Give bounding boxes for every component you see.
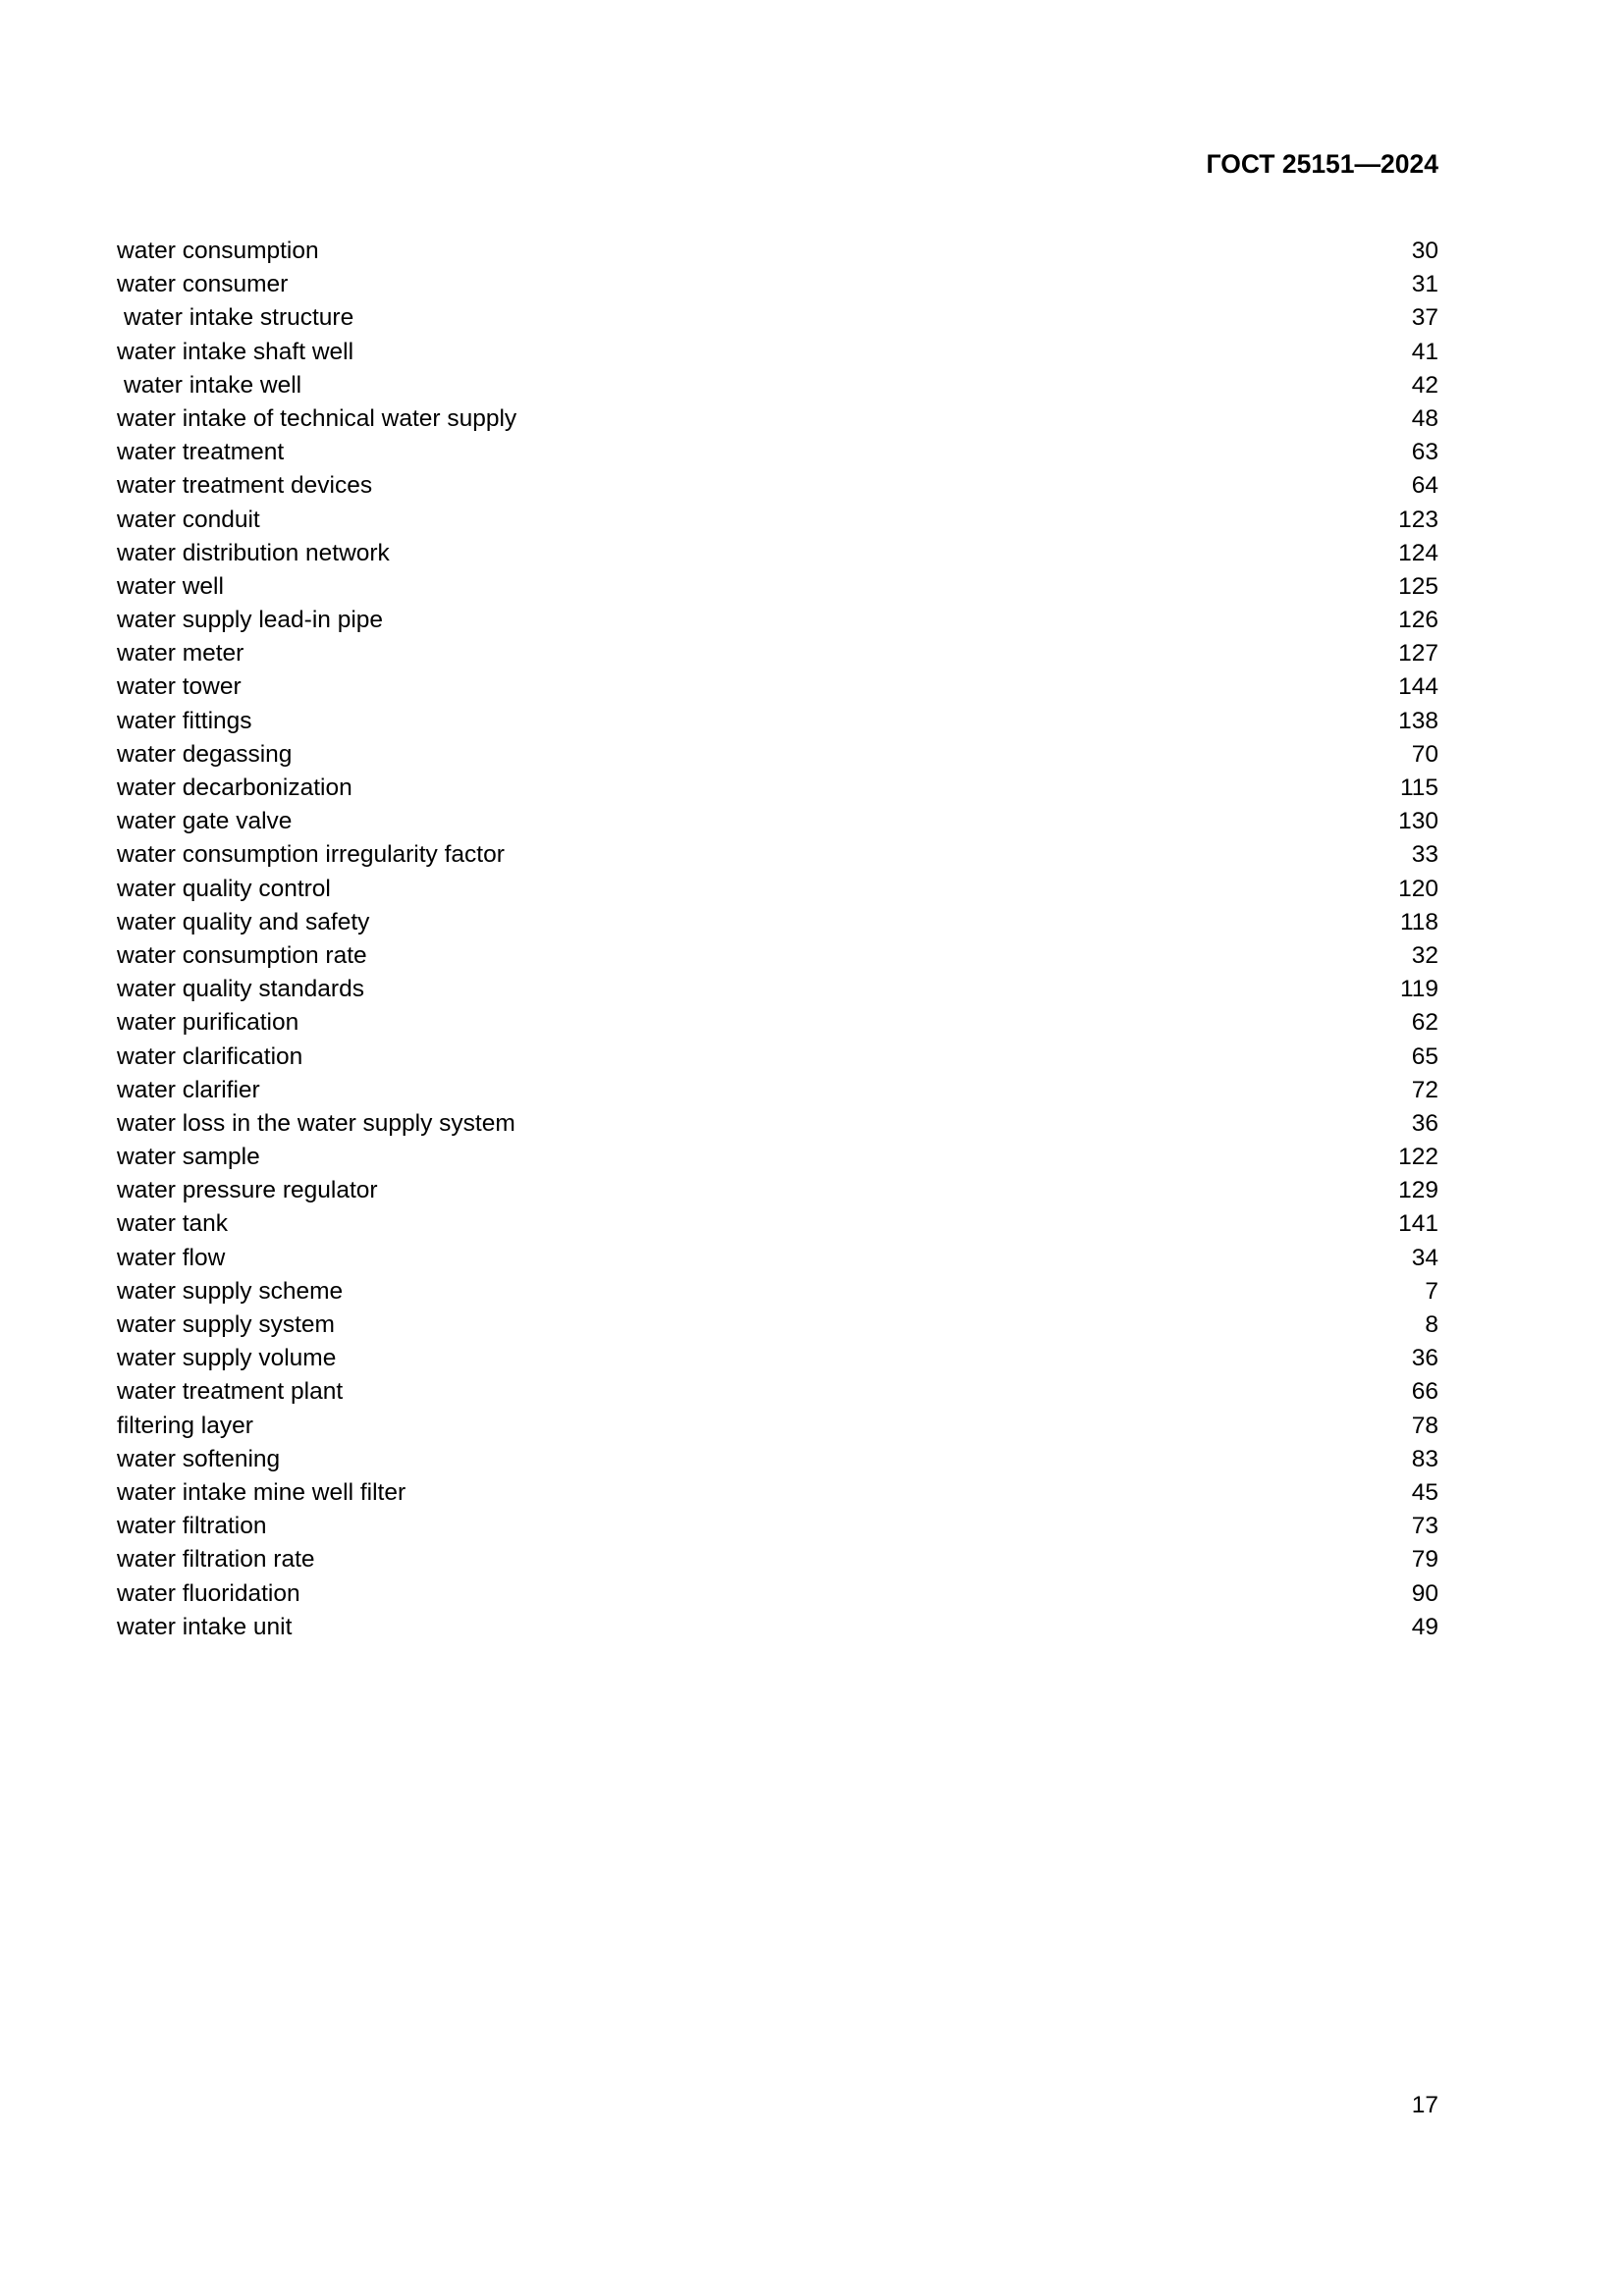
index-term: water filtration <box>117 1513 267 1540</box>
index-row <box>117 1510 1438 1543</box>
index-ref-number: 90 <box>1411 1579 1438 1607</box>
page-number: 17 <box>1411 2092 1438 2118</box>
index-row <box>117 805 1438 838</box>
index-term: water distribution network <box>117 539 390 566</box>
index-row <box>117 973 1438 1006</box>
index-ref-number: 120 <box>1398 875 1438 902</box>
index-term: water filtration rate <box>117 1546 315 1574</box>
index-row <box>117 838 1438 872</box>
index-ref-number: 30 <box>1411 238 1438 264</box>
index-term: water quality standards <box>117 976 364 1003</box>
index-row <box>117 705 1438 738</box>
index-row <box>117 1410 1438 1443</box>
index-row <box>117 1041 1438 1074</box>
index-ref-number: 118 <box>1399 908 1438 935</box>
index-term: water sample <box>117 1144 260 1171</box>
index-term: water supply lead-in pipe <box>117 607 384 634</box>
index-term: water consumer <box>117 271 289 298</box>
index-row <box>117 873 1438 906</box>
index-ref-number: 83 <box>1411 1445 1438 1472</box>
index-ref-number: 123 <box>1398 506 1438 533</box>
index-term: water pressure regulator <box>117 1177 378 1204</box>
index-row <box>117 268 1438 301</box>
index-ref-number: 144 <box>1398 673 1438 701</box>
index-term: water consumption rate <box>117 941 367 969</box>
index-ref-number: 36 <box>1411 1109 1438 1137</box>
index-row <box>117 1275 1438 1308</box>
index-ref-number: 65 <box>1411 1042 1438 1070</box>
index-row <box>117 570 1438 604</box>
index-row <box>117 301 1438 335</box>
index-row <box>117 1174 1438 1207</box>
index-term: water intake unit <box>117 1613 293 1640</box>
index-row <box>117 1476 1438 1510</box>
index-term: water gate valve <box>117 808 293 835</box>
index-term: water quality and safety <box>117 908 370 935</box>
index-ref-number: 8 <box>1425 1311 1438 1338</box>
index-term: water intake shaft well <box>117 338 354 365</box>
index-term: water treatment plant <box>117 1378 344 1406</box>
index-ref-number: 64 <box>1411 472 1438 500</box>
index-ref-number: 37 <box>1411 304 1438 332</box>
index-ref-number: 79 <box>1411 1546 1438 1574</box>
index-row <box>117 604 1438 637</box>
index-term: filtering layer <box>117 1412 253 1439</box>
index-row <box>117 1308 1438 1342</box>
index-row <box>117 1141 1438 1174</box>
index-ref-number: 129 <box>1398 1177 1438 1204</box>
index-ref-number: 72 <box>1411 1076 1438 1103</box>
index-term: water consumption irregularity factor <box>117 841 505 869</box>
index-term: water conduit <box>117 506 260 533</box>
index-row <box>117 469 1438 503</box>
index-row <box>117 1207 1438 1241</box>
term-index-list <box>117 235 1438 1644</box>
index-ref-number: 124 <box>1398 539 1438 566</box>
index-term: water treatment <box>117 439 285 466</box>
index-ref-number: 63 <box>1411 439 1438 466</box>
index-term: water tank <box>117 1210 229 1238</box>
index-term: water fluoridation <box>117 1579 300 1607</box>
index-term: water intake well <box>124 371 302 399</box>
index-row <box>117 939 1438 973</box>
index-ref-number: 31 <box>1411 271 1438 298</box>
index-term: water fittings <box>117 707 252 734</box>
index-ref-number: 130 <box>1398 808 1438 835</box>
index-ref-number: 119 <box>1399 976 1438 1003</box>
index-term: water supply volume <box>117 1345 337 1372</box>
index-term: water treatment devices <box>117 472 373 500</box>
index-ref-number: 73 <box>1411 1513 1438 1540</box>
index-row <box>117 772 1438 805</box>
index-row <box>117 1006 1438 1040</box>
index-row <box>117 1342 1438 1375</box>
index-ref-number: 49 <box>1411 1613 1438 1640</box>
index-row <box>117 1577 1438 1611</box>
index-row <box>117 537 1438 570</box>
index-ref-number: 62 <box>1411 1009 1438 1037</box>
index-term: water degassing <box>117 740 293 768</box>
index-ref-number: 125 <box>1398 572 1438 600</box>
index-row <box>117 637 1438 670</box>
index-term: water clarifier <box>117 1076 260 1103</box>
index-ref-number: 126 <box>1398 607 1438 634</box>
index-term: water flow <box>117 1244 226 1271</box>
index-term: water supply scheme <box>117 1277 344 1305</box>
index-ref-number: 66 <box>1411 1378 1438 1406</box>
index-ref-number: 41 <box>1411 338 1438 365</box>
index-row <box>117 1443 1438 1476</box>
index-term: water decarbonization <box>117 774 352 801</box>
index-row <box>117 1242 1438 1275</box>
index-term: water meter <box>117 640 244 667</box>
index-row <box>117 1611 1438 1644</box>
index-row <box>117 1543 1438 1576</box>
index-ref-number: 36 <box>1411 1345 1438 1372</box>
index-ref-number: 70 <box>1411 740 1438 768</box>
index-ref-number: 33 <box>1411 841 1438 869</box>
index-row <box>117 738 1438 772</box>
document-standard-header: ГОСТ 25151—2024 <box>1206 149 1438 179</box>
index-term: water clarification <box>117 1042 303 1070</box>
index-ref-number: 34 <box>1411 1244 1438 1271</box>
index-row <box>117 436 1438 469</box>
index-term: water softening <box>117 1445 281 1472</box>
index-term: water quality control <box>117 875 331 902</box>
index-ref-number: 32 <box>1411 941 1438 969</box>
index-ref-number: 138 <box>1398 707 1438 734</box>
index-ref-number: 122 <box>1398 1144 1438 1171</box>
index-term: water supply system <box>117 1311 335 1338</box>
index-ref-number: 78 <box>1411 1412 1438 1439</box>
index-term: water intake structure <box>124 304 354 332</box>
index-row <box>117 670 1438 704</box>
index-ref-number: 48 <box>1411 404 1438 432</box>
index-term: water tower <box>117 673 242 701</box>
index-row <box>117 336 1438 369</box>
index-term: water intake of technical water supply <box>117 404 517 432</box>
index-row <box>117 1074 1438 1107</box>
index-ref-number: 141 <box>1398 1210 1438 1238</box>
index-row <box>117 402 1438 436</box>
index-term: water consumption <box>117 238 319 264</box>
index-row <box>117 906 1438 939</box>
index-ref-number: 115 <box>1399 774 1438 801</box>
index-term: water purification <box>117 1009 299 1037</box>
index-term: water well <box>117 572 224 600</box>
index-term: water intake mine well filter <box>117 1478 406 1506</box>
index-ref-number: 45 <box>1411 1478 1438 1506</box>
index-ref-number: 127 <box>1398 640 1438 667</box>
index-term: water loss in the water supply system <box>117 1109 515 1137</box>
index-row <box>117 1375 1438 1409</box>
index-row <box>117 235 1438 268</box>
index-row <box>117 1107 1438 1141</box>
index-row <box>117 504 1438 537</box>
index-ref-number: 7 <box>1425 1277 1438 1305</box>
index-ref-number: 42 <box>1411 371 1438 399</box>
index-row <box>117 369 1438 402</box>
